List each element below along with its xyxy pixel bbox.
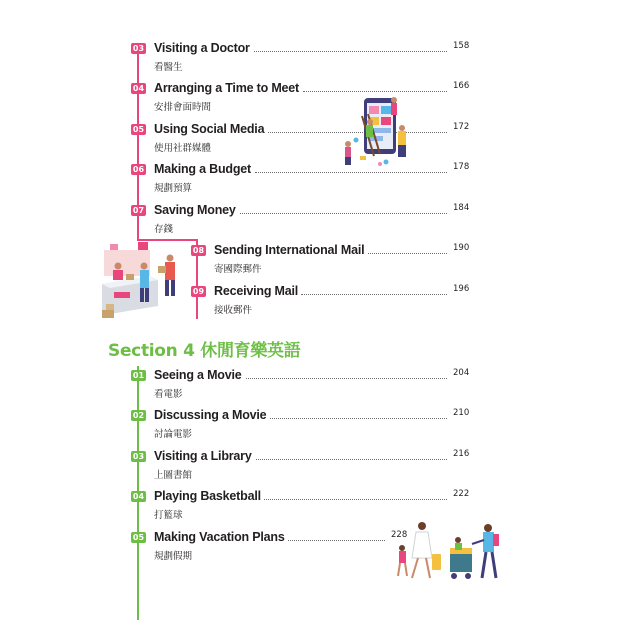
chapter-title-chinese: 規劃預算 bbox=[154, 183, 193, 194]
page-number: 158 bbox=[453, 41, 470, 51]
chapter-number-badge: 08 bbox=[192, 246, 205, 255]
chapter-number-badge: 04 bbox=[132, 84, 145, 93]
chapter-title: Arranging a Time to Meet bbox=[154, 80, 302, 96]
page-number: 172 bbox=[453, 122, 470, 132]
dot-leader bbox=[301, 294, 447, 295]
chapter-title: Visiting a Doctor bbox=[154, 40, 253, 56]
toc-entry-receiving-mail[interactable] bbox=[191, 283, 468, 317]
toc-entry-playing-basketball[interactable] bbox=[131, 488, 468, 522]
page-number: 196 bbox=[453, 284, 470, 294]
chapter-title-chinese: 討論電影 bbox=[154, 429, 193, 440]
chapter-number-badge: 09 bbox=[192, 287, 205, 296]
chapter-title-chinese: 規劃假期 bbox=[154, 551, 193, 562]
page-number: 222 bbox=[453, 489, 470, 499]
chapter-title: Making Vacation Plans bbox=[154, 529, 288, 545]
toc-entry-saving-money[interactable] bbox=[131, 202, 468, 236]
section-heading: Section 4 休閒育樂英語 bbox=[108, 341, 301, 361]
chapter-title-chinese: 安排會面時間 bbox=[154, 102, 212, 113]
chapter-number-badge: 05 bbox=[132, 125, 145, 134]
page-number: 210 bbox=[453, 408, 470, 418]
page-number: 190 bbox=[453, 243, 470, 253]
dot-leader bbox=[237, 213, 447, 214]
chapter-title: Visiting a Library bbox=[154, 448, 255, 464]
chapter-title-chinese: 上圖書館 bbox=[154, 470, 193, 481]
chapter-number-badge: 04 bbox=[132, 492, 145, 501]
chapter-number-badge: 07 bbox=[132, 206, 145, 215]
chapter-title: Discussing a Movie bbox=[154, 407, 269, 423]
social-media-illustration bbox=[336, 94, 412, 168]
page-number: 166 bbox=[453, 81, 470, 91]
chapter-title-chinese: 接收郵件 bbox=[214, 305, 253, 316]
toc-entry-visiting-a-library[interactable] bbox=[131, 448, 468, 482]
toc-entry-visiting-a-doctor[interactable] bbox=[131, 40, 468, 74]
page-number: 178 bbox=[453, 162, 470, 172]
chapter-number-badge: 02 bbox=[132, 411, 145, 420]
page-number: 228 bbox=[391, 530, 408, 540]
chapter-number-badge: 03 bbox=[132, 44, 145, 53]
chapter-title-chinese: 打籃球 bbox=[154, 510, 183, 521]
dot-leader bbox=[255, 172, 447, 173]
chapter-number-badge: 05 bbox=[132, 533, 145, 542]
toc-entry-making-vacation-plans[interactable] bbox=[131, 529, 411, 563]
dot-leader bbox=[247, 51, 447, 52]
family-vacation-illustration bbox=[388, 520, 506, 584]
page-number: 216 bbox=[453, 449, 470, 459]
dot-leader bbox=[253, 459, 447, 460]
chapter-title-chinese: 使用社群媒體 bbox=[154, 143, 212, 154]
chapter-title: Using Social Media bbox=[154, 121, 267, 137]
dot-leader bbox=[265, 418, 447, 419]
dot-leader bbox=[243, 378, 447, 379]
chapter-number-badge: 06 bbox=[132, 165, 145, 174]
chapter-number-badge: 03 bbox=[132, 452, 145, 461]
chapter-title-chinese: 看醫生 bbox=[154, 62, 183, 73]
toc-entry-using-social-media[interactable] bbox=[131, 121, 468, 155]
toc-entry-seeing-a-movie[interactable] bbox=[131, 367, 468, 401]
dot-leader bbox=[263, 499, 447, 500]
chapter-title-chinese: 存錢 bbox=[154, 224, 174, 235]
toc-entry-arranging-a-time-to-meet[interactable] bbox=[131, 80, 468, 114]
post-office-illustration bbox=[100, 240, 186, 322]
page-number: 184 bbox=[453, 203, 470, 213]
chapter-title: Playing Basketball bbox=[154, 488, 264, 504]
dot-leader bbox=[363, 253, 447, 254]
chapter-number-badge: 01 bbox=[132, 371, 145, 380]
chapter-title: Seeing a Movie bbox=[154, 367, 245, 383]
dot-leader bbox=[303, 91, 447, 92]
toc-entry-making-a-budget[interactable] bbox=[131, 161, 468, 195]
dot-leader bbox=[285, 540, 385, 541]
toc-entry-sending-international-mail[interactable] bbox=[191, 242, 468, 276]
chapter-title: Making a Budget bbox=[154, 161, 254, 177]
chapter-title-chinese: 看電影 bbox=[154, 389, 183, 400]
chapter-title: Saving Money bbox=[154, 202, 239, 218]
chapter-title: Receiving Mail bbox=[214, 283, 301, 299]
chapter-title-chinese: 寄國際郵件 bbox=[214, 264, 262, 275]
page-number: 204 bbox=[453, 368, 470, 378]
chapter-title: Sending International Mail bbox=[214, 242, 367, 258]
toc-entry-discussing-a-movie[interactable] bbox=[131, 407, 468, 441]
